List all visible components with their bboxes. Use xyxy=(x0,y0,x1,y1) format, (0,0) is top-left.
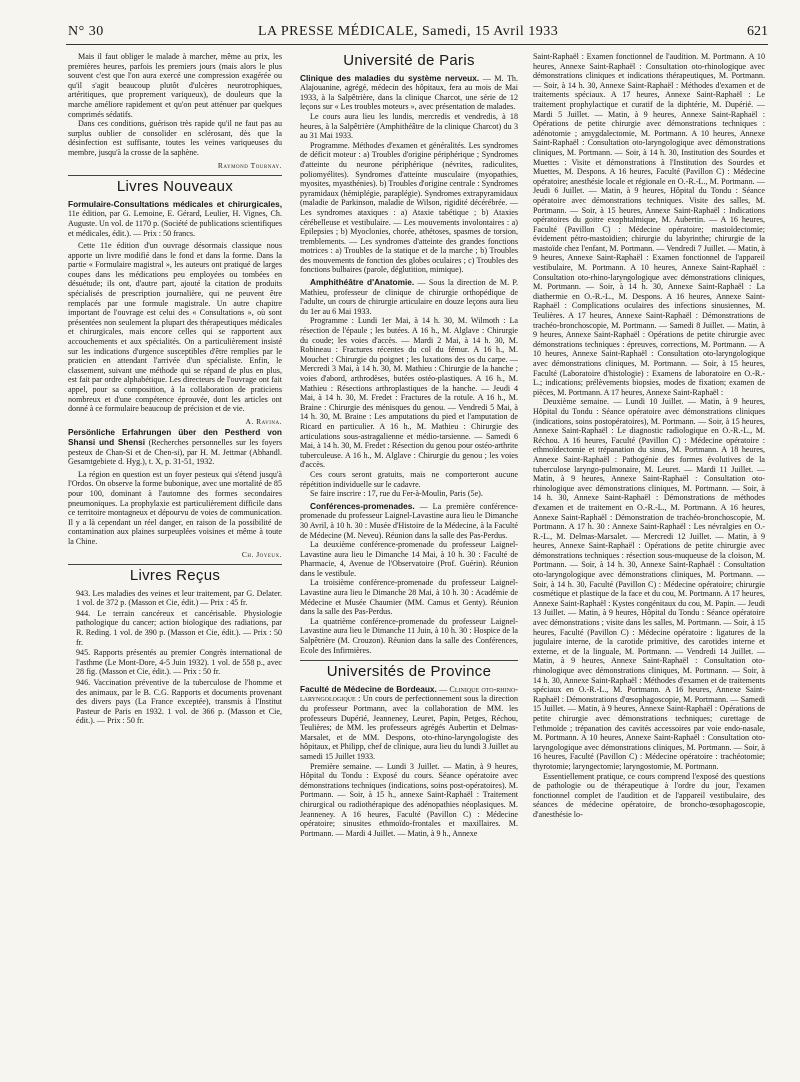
page-header xyxy=(68,22,768,44)
conf-paragraph-3: La troisième conférence-promenade du professeur Laignel-Lavastine aura lieu le Dimanche 28 Mai, à 10 h. 30 : Académie de Médecine et Musée Chaumier (MM. Camus et Genty). Réunion dans la salle des Pas-Perdus. xyxy=(300,578,518,617)
column-right xyxy=(533,52,765,1064)
intro-paragraph-1: Mais il faut obliger le malade à marcher, même au prix, les premières heures, parfois les premiers jours (mais alors le plus souvent c'est que l'on aura exercé une compression exagérée ou qu'il s'agit beaucoup plutôt d'ulcères neurotrophiques, artéritiques, que proprement variqueux), de douleurs que la marche améliore rapidement et qu'on peut atténuer par quelques comprimés sédatifs. xyxy=(68,52,282,119)
journal-title: LA PRESSE MÉDICALE, Samedi, 15 Avril 1933 xyxy=(258,24,559,39)
clinique-text: — M. Th. Alajouanine, agrégé, médecin des hôpitaux, fera au mois de Mai 1933, à la Salpêtrière, dans la clinique Charcot, une série de 12 leçons sur « Les troubles moteurs », avec présentation de malades. xyxy=(300,73,518,112)
received-book-item: 943. Les maladies des veines et leur traitement, par G. Delater. 1 vol. de 372 p. (Masson et Cie, édit.) — Prix : 45 fr. xyxy=(76,588,282,608)
book1-signature: A. Ravina. xyxy=(245,416,282,426)
livres-nouveaux-heading: Livres Nouveaux xyxy=(116,178,234,196)
conf-paragraph-4: La quatrième conférence-promenade du professeur Laignel-Lavastine aura lieu le Dimanche 11 Juin, à 10 h. 30 : Hospice de la Salpêtrière (M. Crouzon). Réunion dans la salle des Conférences, Ecole des Infirmières. xyxy=(300,616,518,655)
bordeaux-first-week: Première semaine. — Lundi 3 Juillet. — Matin, à 9 heures, Hôpital du Tondu : Exposé du cours. Séance opératoire avec démonstrations techniques (indications, soins post-opératoires). M. Portmann. — Soir, à 15 h., annexe Saint-Raphaël : Traitement chirurgical ou radiothérapique des adénopathies néoplasiques. M. Jeanneney. A 16 heures, Faculté (Pavillon C) : Médecine opératoire; sinusites ethmoïdo-frontales et maxillaires. M. Portmann. — Mardi 4 Juillet. — Matin, à 9 h., Annexe xyxy=(300,761,518,838)
clinique-text-2: Le cours aura lieu les lundis, mercredis et vendredis, à 18 heures, à la Salpêtrière (Amphithéâtre de la clinique Charcot) du 3 au 31 Mai 1933. xyxy=(300,111,518,141)
amphi-title: Amphithéâtre d'Anatomie. xyxy=(310,277,415,288)
bordeaux-subtitle: — Clinique oto-rhino-laryngologique : xyxy=(300,684,518,704)
book2-title: Persönliche Erfahrungen über den Pestherd von Shansi und Shensi xyxy=(68,427,282,447)
bordeaux-text: Un cours de perfectionnement sous la direction du professeur Portmann, avec la collaboration de MM. les professeurs Dupérié, Jeanneney, Leuret, Papin, Petges, Réchou, Teulières; de MM. les professeurs agrégés Aubertin et Delmas-Marsalet, et de MM. Despons, oto-rhino-laryngologiste des hôpitaux, et Philipp, chef de clinique, aura lieu du lundi 3 Juillet au samedi 15 Juillet 1933. xyxy=(300,694,518,761)
conf-title: Conférences-promenades. xyxy=(310,500,415,511)
received-book-item: 945. Rapports présentés au premier Congrès international de l'asthme (Le Mont-Dore, 4-5 Juin 1932). 1 vol. de 558 p., avec 28 fig. (Masson et Cie, édit.). — Prix : 50 fr. xyxy=(76,648,282,677)
amphi-text: — Sous la direction de M. P. Mathieu, professeur de clinique de chirurgie orthopédique de l'adulte, un cours de chirurgie articulaire en douze leçons aura lieu du 1er au 6 Mai 1933. xyxy=(300,278,518,316)
header-rule xyxy=(66,44,768,45)
page-number: 621 xyxy=(747,24,768,39)
amphi-inscription: Se faire inscrire : 17, rue du Fer-à-Moulin, Paris (5e). xyxy=(310,489,483,499)
bordeaux-title: Faculté de Médecine de Bordeaux. xyxy=(300,683,437,694)
book1-review: Cette 11e édition d'un ouvrage désormais classique nous apporte un livre modifié dans le fond et dans la forme. Dans la partie « Formulaire magistral », les auteurs ont pratiqué de larges coupes dans les médications peu employées ou tombées en désuétude; ils ont, d'autre part, ajouté la citation de produits spécialisés de prescription journalière, qui ne peuvent être remplacés par une formule magistrale. Un autre chapitre important de l'ouvrage est celui des « Consultations », où sont présentées non seulement la plupart des thérapeutiques médicales et chirurgicales, mais encore celles qui se rapportent aux accouchements et aux spécialités. On a particulièrement insisté sur les indications d'urgence susceptibles d'être remplies par le praticien en attendant l'arrivée d'un spécialiste. Enfin, le classement, suivant une méthode qui se répand de plus en plus, est fait par ordre alphabétique. Les directeurs de l'ouvrage ont fait appel, pour sa composition, à la collaboration de praticiens nombreux et d'une compétence éprouvée, dont les articles ont donné à ce formulaire beaucoup de précision et de vie. xyxy=(68,241,282,414)
bordeaux-paragraph xyxy=(300,685,518,762)
book2-details: (Recherches personnelles sur les foyers pesteux de Chan-Si et de Chen-si), par H. M. Jettmar (Abhandl. Gesamtgebiete d. Hyg.), t. X, p. 31-51, 1932. xyxy=(68,437,282,467)
received-book-item: 944. Le terrain cancéreux et cancérisable. Physiologie pathologique du cancer; action biologique des radiations, par R. Reding. 1 vol. de 390 p. (Masson et Cie, édit.). — Prix : 50 fr. xyxy=(76,608,282,647)
livres-recus-heading: Livres Reçus xyxy=(129,567,221,585)
clinique-programme: Programme. Méthodes d'examen et généralités. Les syndromes de déficit moteur : a) Troubles d'origine périphérique ; Syndromes d'atteinte du neurone périphérique (névrites, radiculites, poliomyélites). Syndromes d'atteinte musculaire (myopathies, myosites, myasthénies). b) Troubles d'origine centrale : Syndromes pyramidaux (hémiplégie, paraplégie). Syndromes extrapyramidaux (maladie de Parkinson, maladie de Wilson, rigidité décérébrée. — Les syndromes ataxiques : a) Ataxie tabétique ; b) Ataxies cérébelleuse et vestibulaire. — Les mouvements involontaires : a) Epilepsies ; b) Myoclonies, chorée, athétoses, spasmes de torsion, tremblements. — Les syndromes d'atteinte des grandes fonctions motrices : a) Troubles de la statique et de la marche ; b) Troubles des mouvements de fonction des globes oculaires ; c) Troubles des fonctions bulbaires (parole, déglutition, mimique). xyxy=(300,140,518,275)
clinique-title: Clinique des maladies du système nerveux. xyxy=(300,72,480,83)
intro-paragraph-2: Dans ces conditions, guérison très rapide qu'il ne faut pas au surplus oublier de consolider en sclérosant, dès que la désinfection est suffisante, toutes les veines variqueuses du membre, jusqu'à la crosse de la saphène. xyxy=(68,119,282,157)
book1-details: 11e édition, par G. Lemoine, E. Gérard, Leulier, H. Vignes, Ch. Auguste. Un vol. de 1170 p. (Société de publications scientifiques et médicales, édit.). — Prix : 50 francs. xyxy=(68,209,282,238)
book2-entry xyxy=(68,428,282,466)
amphi-paragraph xyxy=(300,278,518,316)
book1-title: Formulaire-Consultations médicales et chirurgicales, xyxy=(68,198,282,209)
intro-signature: Raymond Tournay. xyxy=(217,160,282,170)
course-closing: Essentiellement pratique, ce cours comprend l'exposé des questions de pathologie ou de thérapeutique à l'ordre du jour, l'examen fonctionnel complet de l'audition et de l'appareil vestibulaire, des séances de médecine opératoire, de broncho-œsophagoscopie, d'anesthésie lo- xyxy=(533,771,765,819)
section-divider xyxy=(300,660,518,661)
issue-number: N° 30 xyxy=(68,24,104,39)
section-divider xyxy=(68,175,282,176)
amphi-note: Ces cours seront gratuits, mais ne comporteront aucune répétition individuelle sur le cadavre. xyxy=(300,469,518,489)
amphi-programme: Programme : Lundi 1er Mai, à 14 h. 30, M. Wilmoth : La résection de l'épaule ; les butées. A 16 h., M. Alglave : Chirurgie du coude; les voies d'accès. — Mardi 2 Mai, à 14 h. 30, M. Robineau : Fractures récentes du col du fémur. A 16 h., M. Mouchet : Chirurgie du poignet ; les luxations des os du carpe. — Mercredi 3 Mai, à 14 h. 30, M. Mathieu : Chirurgie de la hanche ; voies d'abord, arthrodèses, butées ostéo-plastiques. A 16 h., M. Mathieu : Résections arthroplastiques de la hanche. — Jeudi 4 Mai, à 14 h. 30, M. Fredet : Fractures de la rotule. A 16 h., M. Braine : Chirurgie des ménisques du genou. — Vendredi 5 Mai, à 14 h. 30, M. Braine : Les amputations du pied et l'amputation de Ricard en particulier. A 16 h., M. Mathieu : Chirurgie des articulations sous-astragalienne et médio-tarsienne. — Samedi 6 Mai, à 14 h. 30, M. Fredet : Résection du genou pour ostéo-arthrite tuberculeuse. A 16 h., M. Alglave : Chirurgie du genou ; les voies d'accès. xyxy=(300,316,518,470)
course-schedule-continued: Saint-Raphaël : Examen fonctionnel de l'audition. M. Portmann. A 10 heures, Annexe Saint-Raphaël : Consultation oto-rhinologique avec démonstrations cliniques et indications thérapeutiques, M. Portmann. — Soir, à 14 h. 30, Annexe Saint-Raphaël : Méthodes d'examen et de traitements spéciaux. A 17 heures, Annexe Saint-Raphaël : Le traitement prophylactique et curatif de la diphtérie, M. Dupérié. — Mardi 5 Juillet. — Matin, à 9 heures, Annexe Saint-Raphaël : Opérations de petite chirurgie avec démonstrations techniques : adénotomie ; amygdalectomie, M. Portmann. A 10 heures, Annexe Saint-Raphaël : Consultation oto-laryngologique avec démonstrations cliniques, M. Portmann. — Soir, à 14 h. 30, Institution des Sourdes et Muettes : Visite et démonstrations à l'Institution des Sourdes et Muettes, M. Despons. A 16 heures, Faculté (Pavillon C) : Médecine opératoire; anesthésie locale et régionale en O.-R.-L., M. Portmann. — Jeudi 6 Juillet. — Matin, à 9 heures, Hôpital du Tondu : Séance opératoire avec démonstrations techniques. Visite des salles, M. Portmann. — Soir, à 15 heures, Annexe Saint-Raphaël : Indications opératoires du goitre exophtalmique, M. Aubertin. — A 16 heures, Faculté (Pavillon C) : Médecine opératoire; mastoïdectomie; évidement pétro-mastoïdien; chirurgie du labyrinthe; chirurgie de la mastoïde chez l'enfant, M. Portmann. — Vendredi 7 Juillet. — Matin, à 9 heures, Annexe Saint-Raphaël : Examen fonctionnel de l'appareil vestibulaire, M. Portmann. A 10 heures, Annexe Saint-Raphaël : Consultation oto-rhino-laryngologique avec démonstrations cliniques, M. Portmann. — Soir, à 14 h. 30, Annexe Saint-Raphaël : La diathermie en O.-R.-L., M. Despons. A 16 heures, Annexe Saint-Raphaël : Complications oculaires des infections sinusiennes, M. Teulières. A 17 heures, Annexe Saint-Raphaël : Démonstrations de trachéo-bronchoscopie, M. Portmann. — Samedi 8 Juillet. — Matin, à 9 heures, Annexe Saint-Raphaël : Opérations de petite chirurgie avec démonstrations techniques : épreuves, corrections, M. Portmann. — A 10 heures, Annexe Saint-Raphaël : Consultation oto-laryngologique avec démonstrations cliniques, M. Portmann. — Soir, à 15 heures, Faculté (Laboratoire d'histologie) : Examens de laboratoire en O.-R.-L.; indications; prélèvements biopsies, modes de fixation; examen de pièces, M. Portmann. A 17 heures, Annexe Saint-Raphaël : xyxy=(533,52,765,397)
conf-paragraph-2: La deuxième conférence-promenade du professeur Laignel-Lavastine aura lieu le Dimanche 14 Mai, à 10 h. 30 : Faculté de Pharmacie, 4, Avenue de l'Observatoire (Prof. Guérin). Réunion dans le vestibule. xyxy=(300,540,518,578)
book2-signature: Ch. Joyeux. xyxy=(241,549,282,559)
column-middle xyxy=(300,52,518,1064)
book1-entry xyxy=(68,200,282,238)
received-book-item: 946. Vaccination préventive de la tuberculose de l'homme et des animaux, par le B. C.G. Rapports et documents provenant des divers pays (La France exceptée), transmis à l'Institut Pasteur de Paris en 1932. 1 vol. de 366 p. (Masson et Cie, édit.). — Prix : 50 fr. xyxy=(76,678,282,726)
course-second-week: Deuxième semaine. — Lundi 10 Juillet. — Matin, à 9 heures, Hôpital du Tondu : Séance opératoire avec démonstrations cliniques (indications, soins postopératoires), M. Portmann. — Soir, à 15 heures, Annexe Saint-Raphaël : Le diagnostic radiologique en O.-R.-L., M. Réchou. A 16 heures, Faculté (Pavillon C) : Médecine opératoire : ethmoïdectomie et trépanation du sinus, M. Portmann. A 18 heures, Annexe Saint-Raphaël : Pathogénie des formes évolutives de la tuberculose laryngo-pulmonaire, M. Leuret. — Mardi 11 Juillet. — Matin, à 9 heures, Annexe Saint-Raphaël : Consultation oto-rhinologique avec démonstrations cliniques, M. Portmann. — Soir, à 14 h. 30, Annexe Saint-Raphaël : Démonstrations de méthodes d'examen et de traitement en O.-R.-L., M. Portmann. A 16 heures, Annexe Saint-Raphaël : Démonstration de trachéo-bronchoscopie, M. Portmann. A 17 h. 30 : Annexe Saint-Raphaël : Les névralgies en O.-R.-L., M. Delmas-Marsalet. — Mercredi 12 Juillet. — Matin, à 9 heures, Annexe Saint-Raphaël : Opérations de petite chirurgie avec démonstrations techniques : résection sous-muqueuse de la cloison, M. Portmann. — Soir, à 14 h. 30, Annexe Saint-Raphaël : Consultation oto-laryngologique avec démonstrations cliniques, M. Portmann. — Soir, à 14 h. 30, Faculté (Pavillon C) : Médecine opératoire; chirurgie cosmétique et plastique de la face et du cou, M. Portmann. A 17 heures, Annexe Saint-Raphaël : Kystes congénitaux du cou, M. Papin. — Jeudi 13 Juillet. — Matin, à 9 heures, Hôpital du Tondu : Séance opératoire avec démonstrations ; visite dans les salles, M. Portmann. — Soir, à 15 heures, Faculté (Pavillon C) : Médecine opératoire : ligatures de la jugulaire interne, de la carotide primitive, des carotides interne et externe, et de la linguale, M. Portmann. — Vendredi 14 Juillet. — Matin, à 9 heures, Annexe Saint-Raphaël : Consultation oto-rhinologique avec démonstrations cliniques, M. Portmann. — Soir, à 14 h. 30, Annexe Saint-Raphaël : Méthodes d'examen et de traitements spéciaux en O.-R.-L., M. Portmann. A 16 heures, Annexe Saint-Raphaël : Démonstrations d'œsophagoscopie, M. Portmann. — Samedi 15 Juillet. — Matin, à 9 heures, Annexe Saint-Raphaël : Opérations de petite chirurgie avec démonstrations techniques; curettage de l'ethmoïde ; trépanation des cavités accessoires par voie endo-nasale, M. Portmann. A 10 heures, Annexe Saint-Raphaël : Consultation oto-laryngologique avec démonstrations cliniques, M. Portmann. — Soir, à 16 heures, Faculté (Pavillon C) : Médecine opératoire : trachéotomie; thyrotomie; laryngectomie; laryngostomie, M. Portmann. xyxy=(533,397,765,771)
conf-paragraph-1 xyxy=(300,502,518,540)
section-divider xyxy=(68,564,282,565)
conf-text-1: — La première conférence-promenade du professeur Laignel-Lavastine aura lieu le Dimanche 30 Avril, à 10 h. 30 : Musée d'Histoire de la Médecine, à la Faculté de Médecine (M. Neveu). Réunion dans la salle des Pas-Perdus. xyxy=(300,501,518,540)
universite-paris-heading: Université de Paris xyxy=(343,52,475,69)
clinique-paragraph xyxy=(300,74,518,112)
universites-province-heading: Universités de Province xyxy=(326,663,492,681)
column-left xyxy=(68,52,282,1064)
book2-review: La région en question est un foyer pesteux qui s'étend jusqu'à l'Ordos. On observe la forme bubonique, avec une mortalité de 85 pour 100, dominant à l'automne des formes secondaires pneumoniques. La prophylaxie est particulièrement difficile dans ce territoire montagneux et dépourvu de voies de communication. Il y a là cependant un réel danger, en raison de la possibilité de contamination aux plaines surpeuplées voisines et même à toute la Chine. xyxy=(68,469,282,546)
